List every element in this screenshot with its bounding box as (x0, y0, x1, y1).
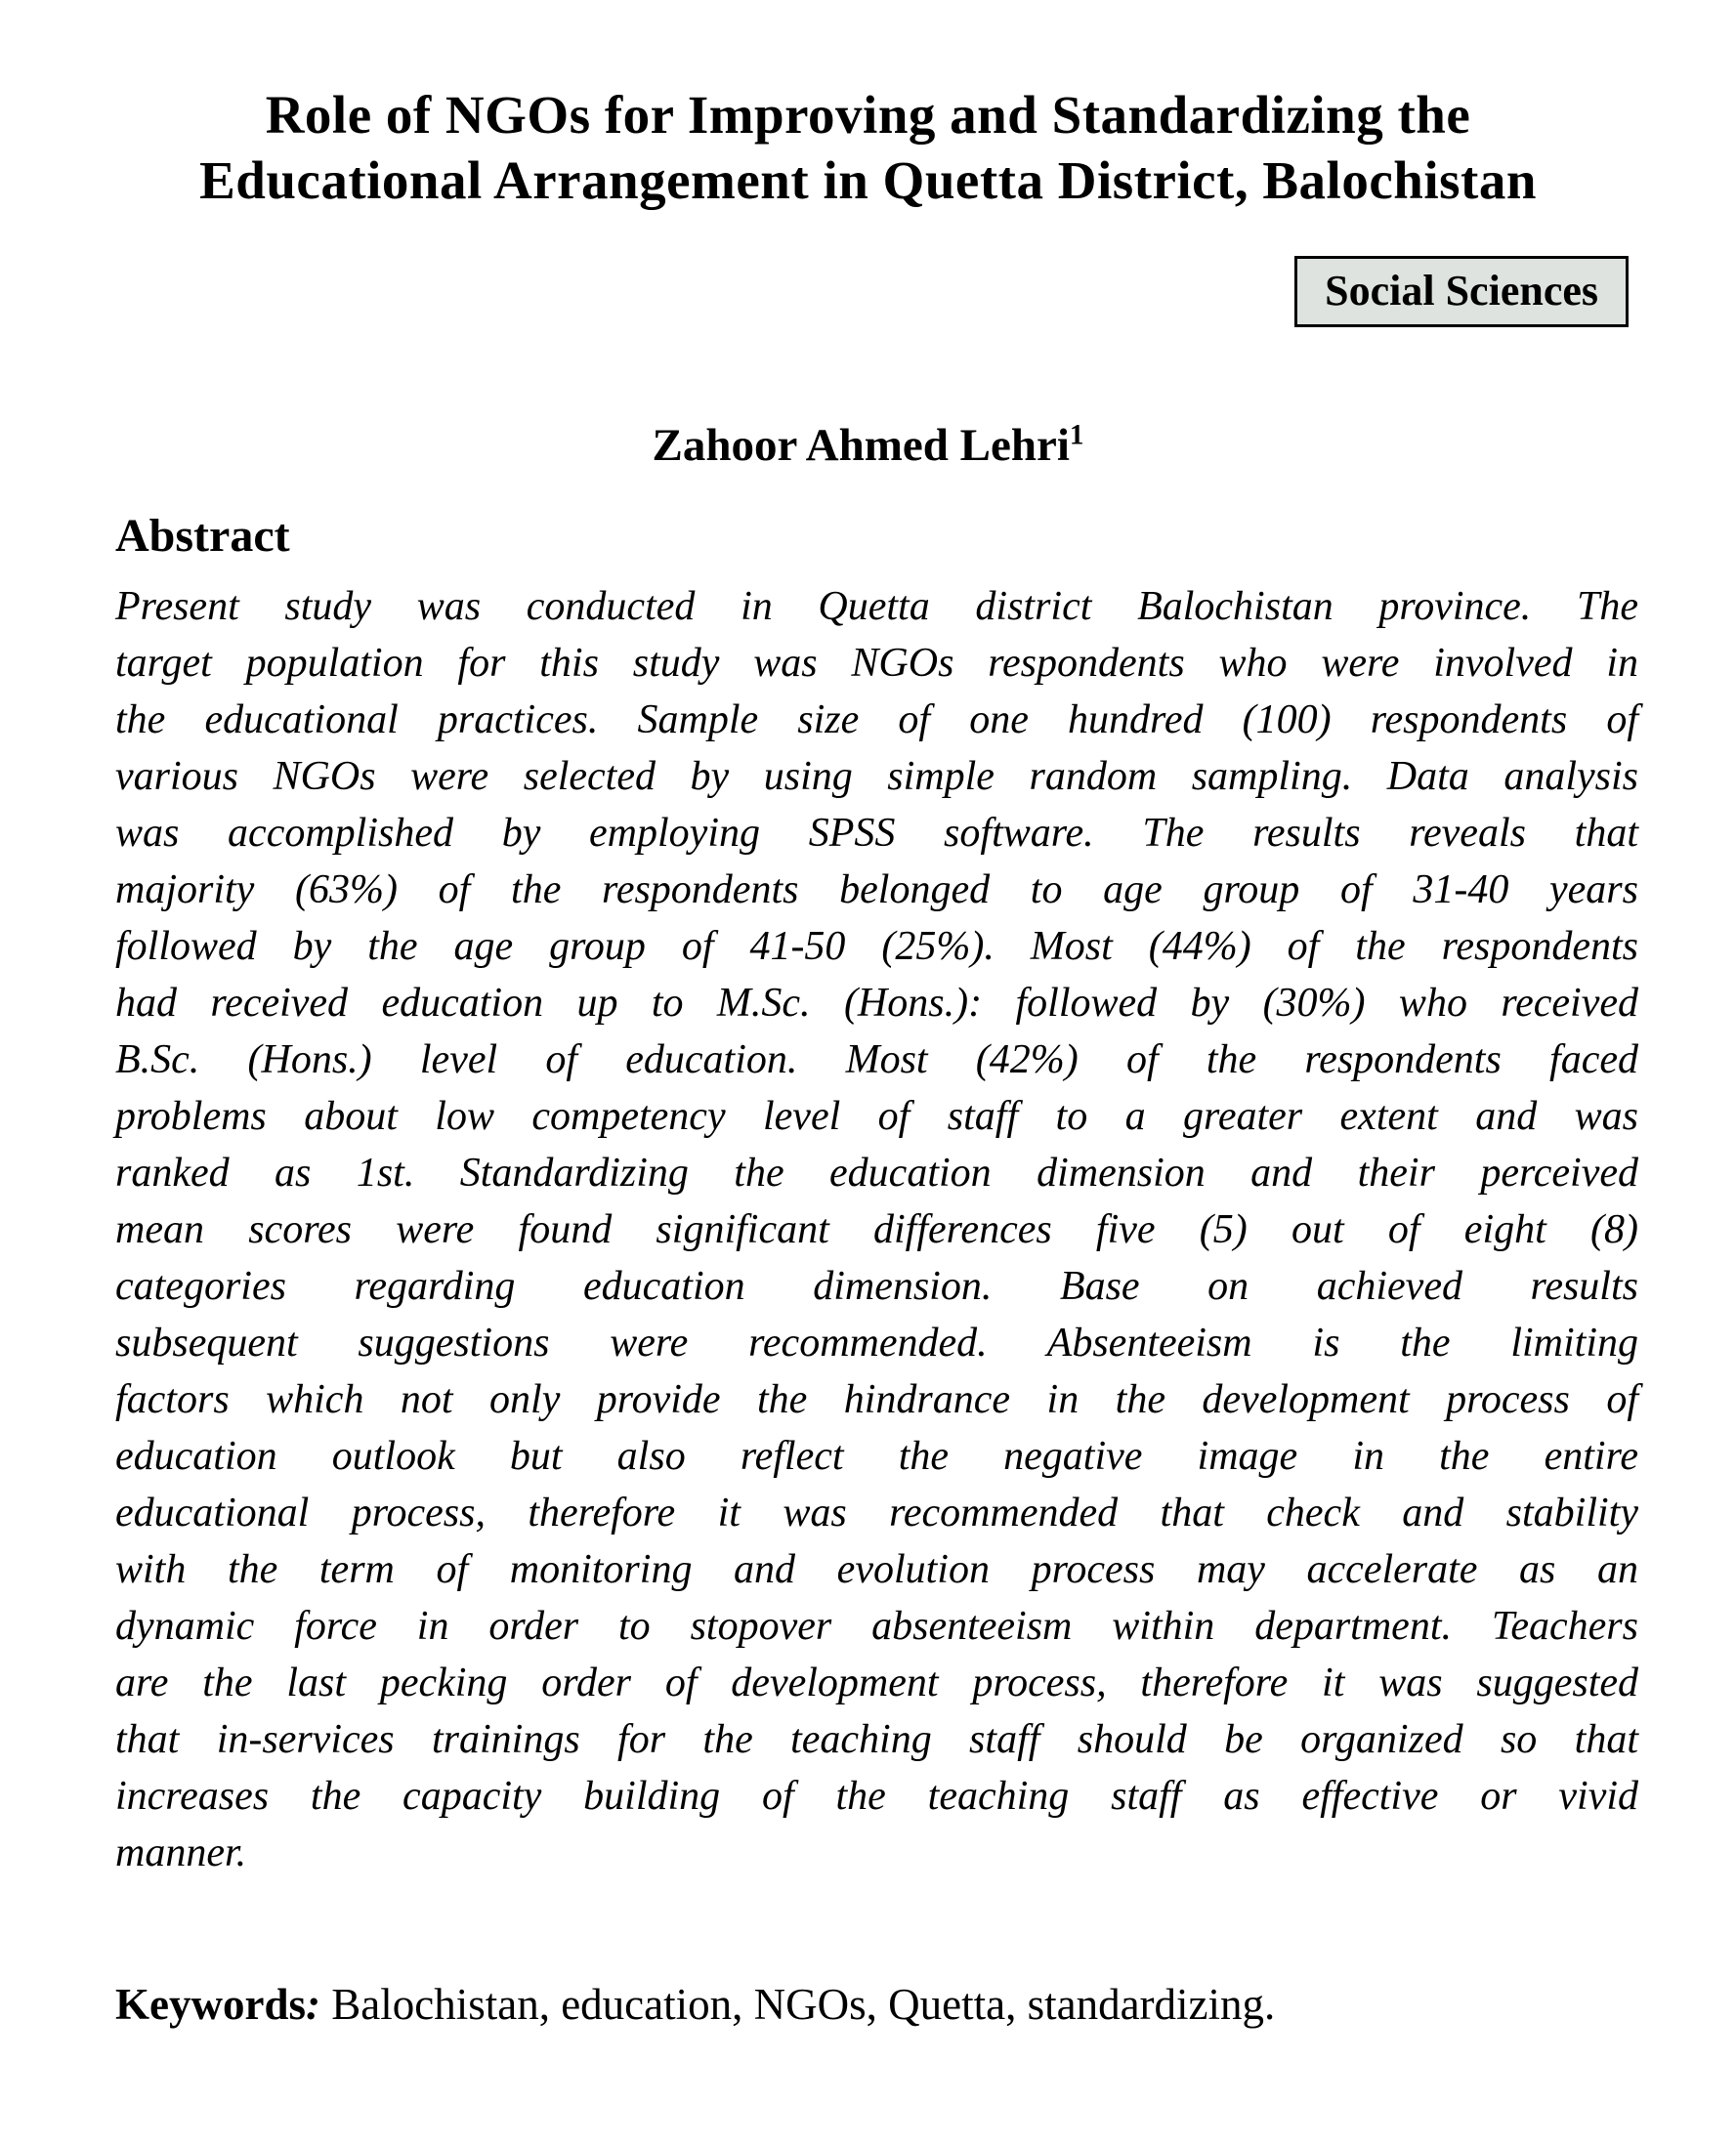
abstract-line: mean scores were found significant differences five (5) out of eight (8) (115, 1206, 1638, 1252)
category-badge-row (0, 256, 1736, 327)
abstract-line: Present study was conducted in Quetta district Balochistan province. The (115, 583, 1638, 629)
abstract-line: that in-services trainings for the teaching staff should be organized so that (115, 1716, 1638, 1762)
keywords-text: Balochistan, education, NGOs, Quetta, standardizing. (331, 1979, 1276, 2029)
abstract-line: majority (63%) of the respondents belonged to age group of 31-40 years (115, 866, 1638, 912)
abstract-line: was accomplished by employing SPSS software. The results reveals that (115, 810, 1638, 856)
abstract-line: target population for this study was NGOs respondents who were involved in (115, 640, 1638, 686)
author-affiliation-superscript: 1 (1069, 419, 1084, 451)
abstract-line: with the term of monitoring and evolution process may accelerate as an (115, 1546, 1638, 1592)
abstract-line: educational process, therefore it was recommended that check and stability (115, 1490, 1638, 1535)
abstract-line: dynamic force in order to stopover absenteeism within department. Teachers (115, 1603, 1638, 1649)
category-badge: Social Sciences (1294, 256, 1629, 327)
keywords-label: Keywords: (115, 1979, 320, 2029)
abstract-heading: Abstract (115, 509, 290, 562)
abstract-line: subsequent suggestions were recommended. Absenteeism is the limiting (115, 1320, 1638, 1366)
abstract-line: manner. (115, 1830, 247, 1875)
abstract-line: B.Sc. (Hons.) level of education. Most (42%) of the respondents faced (115, 1036, 1638, 1082)
abstract-line: followed by the age group of 41-50 (25%). Most (44%) of the respondents (115, 923, 1638, 969)
abstract-line: education outlook but also reflect the negative image in the entire (115, 1433, 1638, 1479)
abstract-line: are the last pecking order of development process, therefore it was suggested (115, 1660, 1638, 1705)
abstract-line: had received education up to M.Sc. (Hons.): followed by (30%) who received (115, 980, 1638, 1026)
abstract-line: categories regarding education dimension. Base on achieved results (115, 1263, 1638, 1309)
author-line (0, 419, 1736, 472)
paper-title-line-2: Educational Arrangement in Quetta District, Balochistan (199, 150, 1537, 210)
abstract-line: factors which not only provide the hindrance in the development process of (115, 1376, 1638, 1422)
abstract-line: the educational practices. Sample size of one hundred (100) respondents of (115, 696, 1638, 742)
abstract-line: problems about low competency level of staff to a greater extent and was (115, 1093, 1638, 1139)
paper-title-line-1: Role of NGOs for Improving and Standardizing the (265, 85, 1471, 145)
paper-title (0, 0, 1736, 213)
abstract-line: various NGOs were selected by using simple random sampling. Data analysis (115, 753, 1638, 799)
abstract-line: increases the capacity building of the teaching staff as effective or vivid (115, 1773, 1638, 1819)
abstract-line: ranked as 1st. Standardizing the education dimension and their perceived (115, 1150, 1638, 1196)
abstract-paragraph (0, 578, 1736, 1881)
keywords-line (0, 1979, 1736, 2030)
author-name: Zahoor Ahmed Lehri (652, 419, 1070, 471)
